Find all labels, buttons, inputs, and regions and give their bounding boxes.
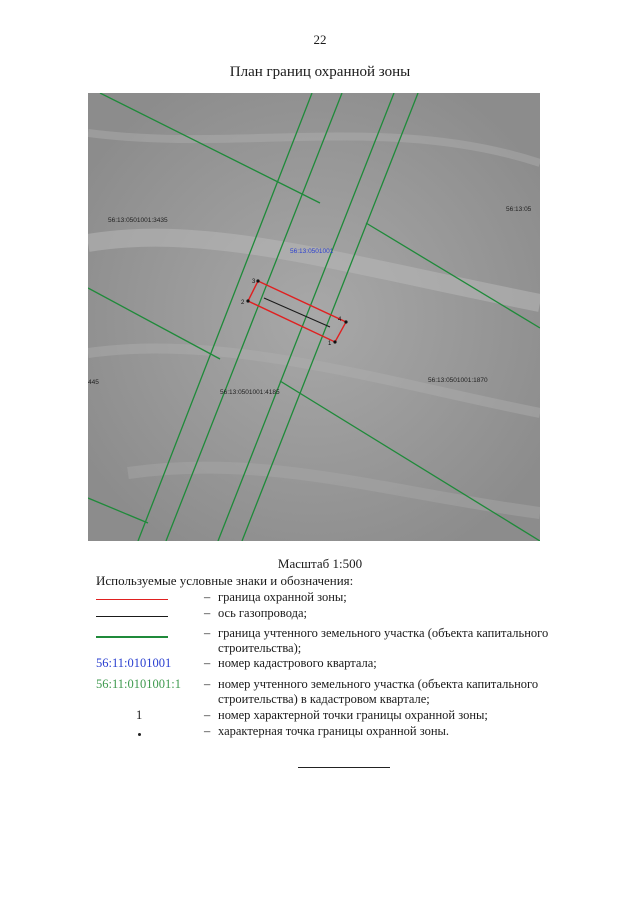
point-label: 4 — [338, 317, 342, 323]
footer-rule — [298, 767, 390, 768]
quarter-number-sample: 56:11:0101001 — [96, 656, 172, 670]
point-label: 1 — [328, 341, 332, 347]
legend-text: ось газопровода; — [218, 606, 308, 620]
legend-text: номер учтенного земельного участка (объекта капитального строительства) в кадастровом квартале; — [218, 677, 539, 706]
legend-dash: – — [204, 590, 211, 604]
point-dot-icon — [138, 733, 141, 736]
parcel-label: 445 — [88, 379, 99, 386]
legend-text: номер кадастрового квартала; — [218, 656, 377, 670]
page-title: План границ охранной зоны — [229, 64, 411, 80]
red-line-symbol — [96, 599, 168, 600]
map-image — [88, 93, 540, 541]
point-label: 3 — [252, 279, 256, 285]
cadastral-map — [88, 93, 540, 541]
characteristic-point — [333, 340, 336, 343]
parcel-label: 56:13:0501001:3435 — [108, 217, 168, 224]
legend-symbol — [96, 626, 196, 641]
parcel-label: 56:13:0501001:1870 — [428, 377, 488, 384]
page-number: 22 — [313, 32, 327, 47]
legend-dash: – — [204, 724, 211, 738]
characteristic-point — [246, 299, 249, 302]
green-line-symbol — [96, 636, 168, 638]
parcel-label: 56:13:05 — [506, 206, 532, 213]
point-label: 2 — [241, 300, 245, 306]
legend-dash: – — [204, 708, 211, 722]
legend-text: граница учтенного земельного участка (объекта капитального строительства); — [218, 626, 549, 655]
legend-text: граница охранной зоны; — [218, 590, 347, 604]
point-number-sample: 1 — [136, 708, 143, 722]
legend-dash: – — [204, 606, 211, 620]
legend-symbol — [96, 606, 196, 621]
legend-text: номер характерной точки границы охранной зоны; — [218, 708, 488, 722]
map-scale: Масштаб 1:500 — [277, 556, 363, 571]
quarter-label: 56:13:0501001 — [290, 248, 334, 255]
characteristic-point — [256, 279, 259, 282]
legend-title: Используемые условные знаки и обозначения: — [96, 573, 354, 588]
legend-text: характерная точка границы охранной зоны. — [218, 724, 450, 738]
black-line-symbol — [96, 616, 168, 617]
parcel-label: 56:13:0501001:4185 — [220, 389, 280, 396]
legend-dash: – — [204, 656, 211, 670]
legend-symbol — [96, 590, 196, 605]
legend-dash: – — [204, 626, 211, 640]
characteristic-point — [344, 320, 347, 323]
legend-dash: – — [204, 677, 211, 691]
parcel-number-sample: 56:11:0101001:1 — [96, 677, 181, 691]
